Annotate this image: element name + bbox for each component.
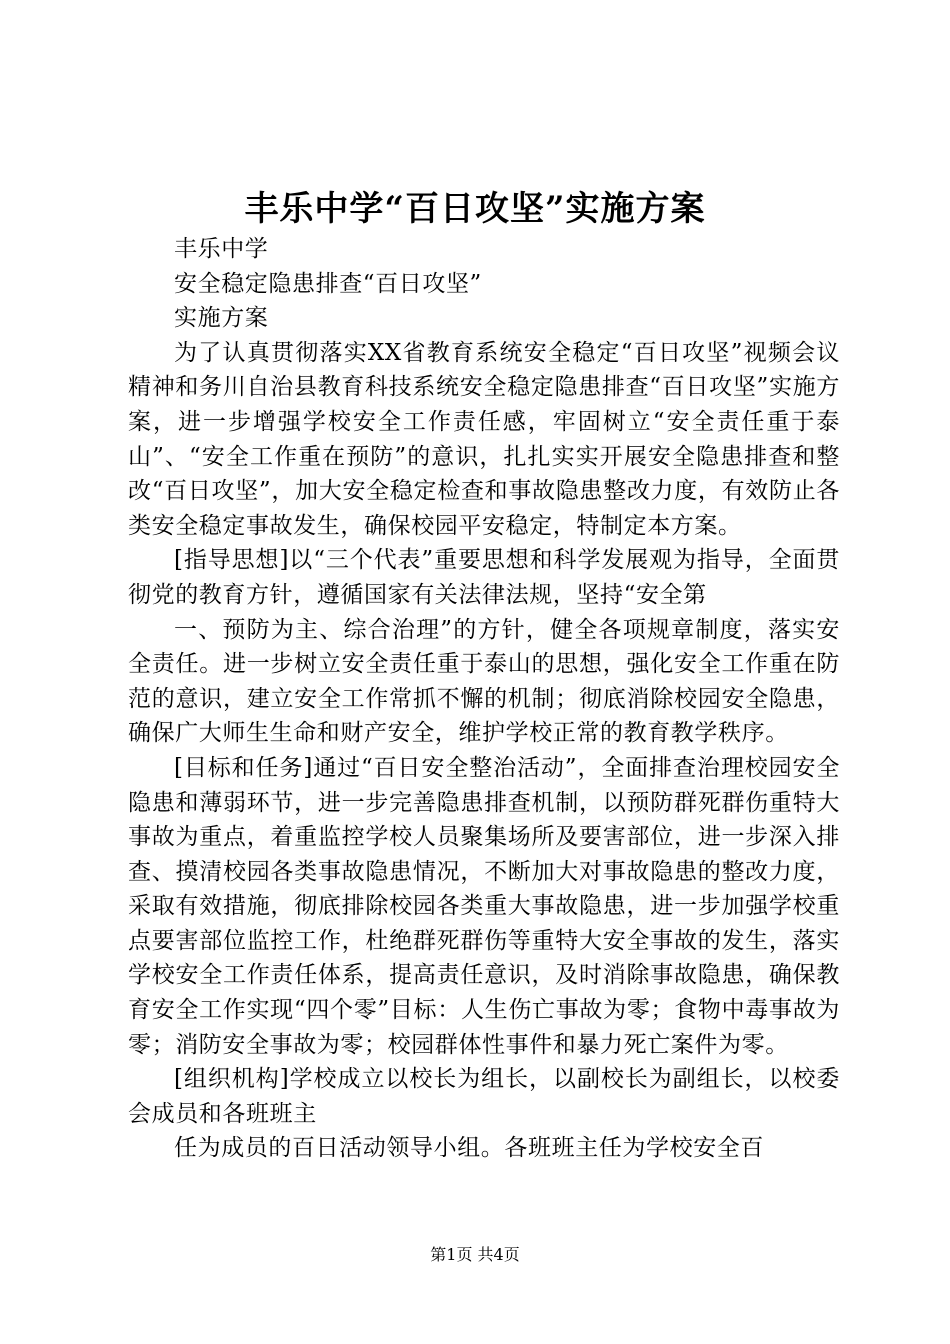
paragraph-goals-tasks: [目标和任务]通过“百日安全整治活动”，全面排查治理校园安全隐患和薄弱环节，进一步完善隐患排查机制，以预防群死群伤重特大事故为重点，着重监控学校人员聚集场所及要害部位，进一步深入排查、摸清校园各类事故隐患情况，不断加大对事故隐患的整改力度，采取有效措施，彻底排除校园各类重大事故隐患，进一步加强学校重点要害部位监控工作，杜绝群死群伤等重特大安全事故的发生，落实学校安全工作责任体系，提高责任意识，及时消除事故隐患，确保教育安全工作实现“四个零”目标：人生伤亡事故为零；食物中毒事故为零；消防安全事故为零；校园群体性事件和暴力死亡案件为零。 <box>128 754 840 1058</box>
page-number-footer: 第1页 共4页 <box>430 1245 520 1264</box>
paragraph-plan-label: 实施方案 <box>174 305 269 332</box>
paragraph-guiding-thought: [指导思想]以“三个代表”重要思想和科学发展观为指导，全面贯彻党的教育方针，遵循国家有关法律法规，坚持“安全第 <box>128 547 840 608</box>
paragraph-principle: 一、预防为主、综合治理”的方针，健全各项规章制度，落实安全责任。进一步树立安全责任重于泰山的思想，强化安全工作重在防范的意识，建立安全工作常抓不懈的机制；彻底消除校园安全隐患，确保广大师生生命和财产安全，维护学校正常的教育教学秩序。 <box>128 616 840 747</box>
document-title: 丰乐中学“百日攻坚”实施方案 <box>244 189 706 229</box>
paragraph-subtitle: 安全稳定隐患排查“百日攻坚” <box>174 270 482 297</box>
paragraph-members: 任为成员的百日活动领导小组。各班班主任为学校安全百 <box>174 1135 764 1162</box>
document-body <box>128 232 840 1166</box>
paragraph-organization: [组织机构]学校成立以校长为组长，以副校长为副组长，以校委会成员和各班班主 <box>128 1066 840 1127</box>
paragraph-intro: 为了认真贯彻落实XX省教育系统安全稳定“百日攻坚”视频会议精神和务川自治县教育科技系统安全稳定隐患排查“百日攻坚”实施方案，进一步增强学校安全工作责任感，牢固树立“安全责任重于泰山”、“安全工作重在预防”的意识，扎扎实实开展安全隐患排查和整改“百日攻坚”，加大安全稳定检查和事故隐患整改力度，有效防止各类安全稳定事故发生，确保校园平安稳定，特制定本方案。 <box>128 339 840 539</box>
paragraph-school-name: 丰乐中学 <box>174 236 269 262</box>
